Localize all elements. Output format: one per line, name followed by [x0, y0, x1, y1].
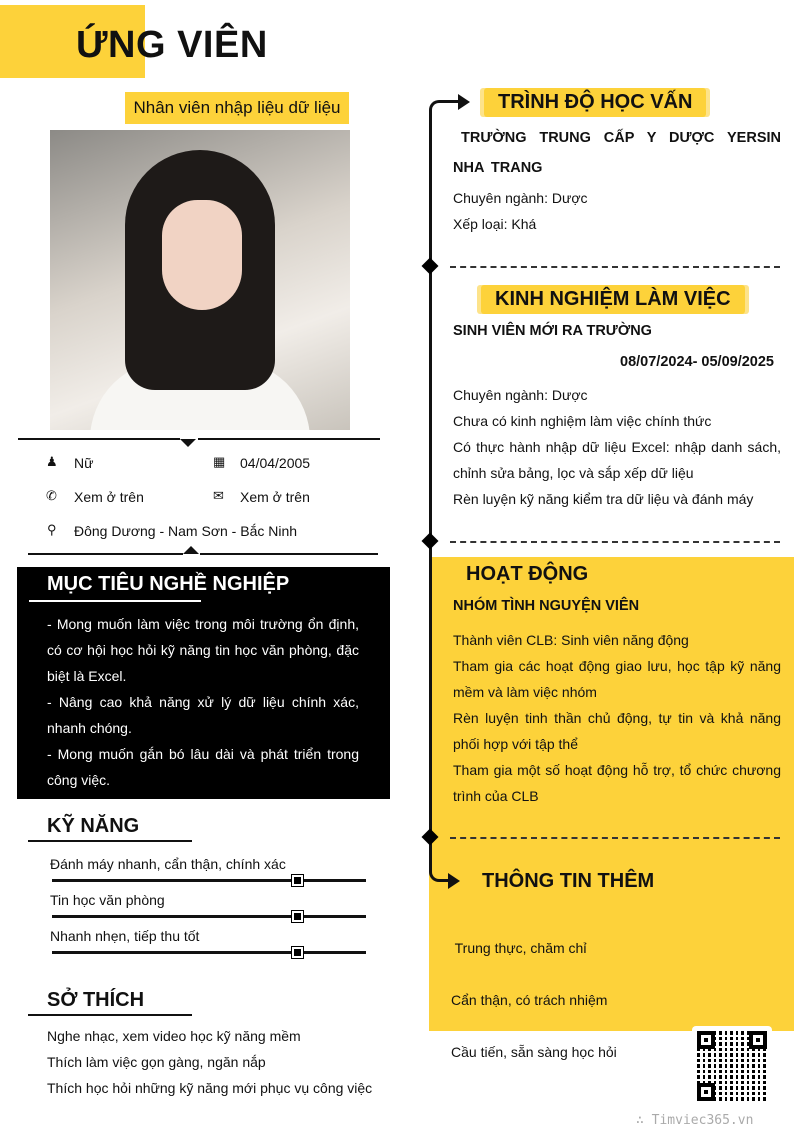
diamond-icon: [422, 533, 439, 550]
brand-watermark: ∴ Timviec365.vn: [636, 1113, 754, 1128]
triangle-up-icon: [183, 546, 199, 554]
dashed-divider: [450, 837, 780, 839]
triangle-down-icon: [180, 439, 196, 447]
divider: [198, 438, 380, 440]
hobbies-title: SỞ THÍCH: [47, 989, 145, 1011]
experience-title: KINH NGHIỆM LÀM VIỆC: [481, 285, 745, 314]
skill-bar: [52, 915, 366, 918]
skill-name: Đánh máy nhanh, cẩn thận, chính xác: [50, 856, 286, 872]
arrow-right-icon: [458, 94, 470, 110]
hobby-item: Thích học hỏi những kỹ năng mới phục vụ công việc: [47, 1080, 373, 1096]
qr-code: [692, 1026, 772, 1106]
skill-bar: [52, 879, 366, 882]
divider: [28, 553, 183, 555]
hobby-item: Nghe nhạc, xem video học kỹ năng mềm: [47, 1028, 301, 1044]
timeline-curve: [429, 852, 449, 882]
skill-name: Tin học văn phòng: [50, 892, 165, 908]
education-grade: Xếp loại: Khá: [453, 216, 537, 232]
experience-period: 08/07/2024- 05/09/2025: [620, 354, 774, 370]
avatar: [50, 130, 350, 430]
user-icon: ♟: [46, 454, 58, 469]
activities-org: NHÓM TÌNH NGUYỆN VIÊN: [453, 598, 640, 614]
arrow-right-icon: [448, 873, 460, 889]
skills-title: KỸ NĂNG: [47, 815, 140, 837]
position-title: Nhân viên nhập liệu dữ liệu: [125, 92, 349, 124]
school-name: TRƯỜNG TRUNG CẤP Y DƯỢC YERSIN NHA TRANG: [453, 130, 781, 176]
timeline-line: [429, 112, 432, 867]
hobby-item: Thích làm việc gọn gàng, ngăn nắp: [47, 1054, 266, 1070]
experience-text: Chuyên ngành: Dược Chưa có kinh nghiệm làm việc chính thức Có thực hành nhập dữ liệu Excel: nhập danh sách, chỉnh sửa bảng, lọc và sắp xếp dữ liệu Rèn luyện kỹ năng kiểm tra dữ liệu và đánh máy: [453, 387, 781, 507]
extra-list: [451, 909, 617, 1091]
extra-title: THÔNG TIN THÊM: [482, 870, 655, 892]
education-details: [453, 185, 588, 237]
diamond-icon: [422, 258, 439, 275]
skill-bar: [52, 951, 366, 954]
dashed-divider: [450, 266, 780, 268]
skill-level-marker: [292, 875, 303, 886]
experience-org: SINH VIÊN MỚI RA TRƯỜNG: [453, 323, 652, 339]
divider: [18, 438, 180, 440]
timeline-curve: [429, 100, 461, 114]
email: Xem ở trên: [240, 489, 310, 505]
page-title: ỨNG VIÊN: [76, 24, 268, 66]
gender: Nữ: [74, 455, 94, 471]
divider: [200, 553, 378, 555]
objective-text: - Mong muốn làm việc trong môi trường ổn định, có cơ hội học hỏi kỹ năng tin học văn phòng, đặc biệt là Excel. - Nâng cao khả năng xử lý dữ liệu chính xác, nhanh chóng. - Mong muốn gắn bó lâu dài và phát triển trong công việc.: [47, 616, 359, 788]
objective-section: [17, 567, 390, 799]
calendar-icon: ▦: [213, 454, 226, 469]
activities-title: HOẠT ĐỘNG: [466, 563, 589, 585]
email-icon: ✉: [213, 488, 224, 503]
education-major: Chuyên ngành: Dược: [453, 190, 588, 206]
phone: Xem ở trên: [74, 489, 144, 505]
location-icon: ⚲: [47, 522, 57, 537]
objective-title: MỤC TIÊU NGHỀ NGHIỆP: [47, 573, 290, 595]
education-title: TRÌNH ĐỘ HỌC VẤN: [484, 88, 706, 117]
extra-item: Cầu tiến, sẵn sàng học hỏi: [451, 1044, 617, 1060]
address: Đông Dương - Nam Sơn - Bắc Ninh: [74, 523, 298, 539]
divider: [28, 1014, 192, 1016]
dashed-divider: [450, 541, 780, 543]
hobbies-list: [47, 1023, 372, 1101]
birthday: 04/04/2005: [240, 455, 311, 471]
extra-item: Cẩn thận, có trách nhiệm: [451, 992, 608, 1008]
skill-name: Nhanh nhẹn, tiếp thu tốt: [50, 928, 200, 944]
activities-text: Thành viên CLB: Sinh viên năng động Tham gia các hoạt động giao lưu, học tập kỹ năng mềm và làm việc nhóm Rèn luyện tinh thần chủ động, tự tin và khả năng phối hợp với tập thể Tham gia một số hoạt động hỗ trợ, tổ chức chương trình của CLB: [453, 632, 781, 804]
extra-item: Trung thực, chăm chỉ: [451, 940, 587, 956]
skill-level-marker: [292, 947, 303, 958]
phone-icon: ✆: [46, 488, 57, 503]
divider: [28, 840, 192, 842]
skill-level-marker: [292, 911, 303, 922]
